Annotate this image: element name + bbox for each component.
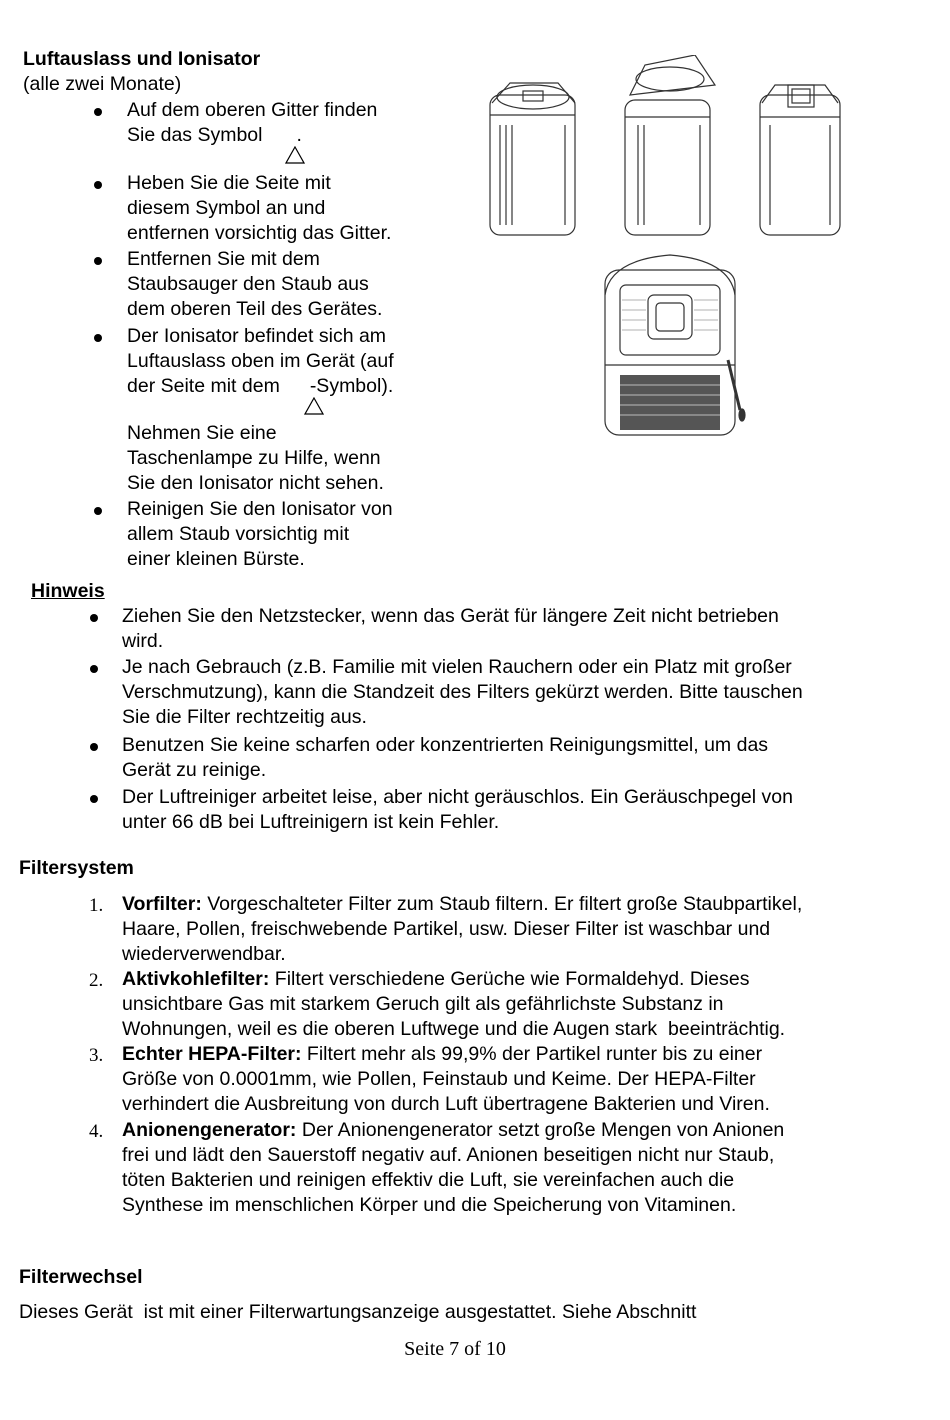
- list-item-line: [122, 1042, 770, 1067]
- list-item-line: Haare, Pollen, freischwebende Partikel, usw. Dieser Filter ist waschbar und: [122, 918, 771, 940]
- list-item-line: frei und lädt den Sauerstoff negativ auf. Anionen beseitigen nicht nur Staub,: [122, 1144, 775, 1166]
- list-item-line: Nehmen Sie eine: [127, 422, 277, 444]
- item-label: Aktivkohlefilter:: [122, 968, 270, 990]
- list-item-line: unter 66 dB bei Luftreinigern ist kein Fehler.: [122, 811, 500, 833]
- section-title-hinweis: Hinweis: [31, 580, 105, 602]
- purifier-unit-open-icon: [760, 85, 840, 235]
- list-item-text: der Seite mit dem: [127, 375, 280, 397]
- page-number: Seite 7 of 10: [404, 1338, 506, 1360]
- list-item: [127, 98, 377, 148]
- list-item-line: Reinigen Sie den Ionisator von: [127, 498, 393, 520]
- list-item-line: töten Bakterien und reinigen effektiv die Luft, sie vereinfachen auch die: [122, 1169, 735, 1191]
- list-item: [122, 785, 793, 835]
- list-item-line: einer kleinen Bürste.: [127, 548, 305, 570]
- list-number: 1.: [89, 895, 104, 916]
- list-item-text: -Symbol).: [309, 375, 394, 397]
- bullet: [90, 665, 98, 673]
- air-purifier-illustration: [470, 55, 910, 445]
- list-item-line: wird.: [122, 630, 164, 652]
- list-item-line: Größe von 0.0001mm, wie Pollen, Feinstaub und Keime. Der HEPA-Filter: [122, 1068, 756, 1090]
- item-label: Anionengenerator:: [122, 1119, 297, 1141]
- triangle-symbol-icon: [285, 146, 305, 164]
- list-item: [127, 171, 391, 246]
- brush-icon: [728, 360, 745, 421]
- section-subtitle-interval: (alle zwei Monate): [23, 73, 182, 95]
- list-item-line: allem Staub vorsichtig mit: [127, 523, 350, 545]
- list-item-line: Ziehen Sie den Netzstecker, wenn das Gerät für längere Zeit nicht betrieben: [122, 605, 779, 627]
- item-text: Filtert mehr als 99,9% der Partikel runter bis zu einer: [301, 1043, 763, 1065]
- item-text: Der Anionengenerator setzt große Mengen von Anionen: [296, 1119, 785, 1141]
- section-title-filterwechsel: Filterwechsel: [19, 1266, 143, 1288]
- list-item-line: Gerät zu reinige.: [122, 759, 267, 781]
- purifier-unit-lifting-grid-icon: [625, 55, 715, 235]
- numbered-item: [122, 892, 802, 967]
- list-item-line: Taschenlampe zu Hilfe, wenn: [127, 447, 381, 469]
- item-text: Filtert verschiedene Gerüche wie Formaldehyd. Dieses: [269, 968, 750, 990]
- list-item-line: Staubsauger den Staub aus: [127, 273, 369, 295]
- list-item-line: verhindert die Ausbreitung von durch Luft übertragene Bakterien und Viren.: [122, 1093, 770, 1115]
- list-item: [122, 655, 803, 730]
- list-item-line: [127, 123, 377, 148]
- list-item-line: Luftauslass oben im Gerät (auf: [127, 350, 394, 372]
- bullet: [94, 181, 102, 189]
- list-item-line: Heben Sie die Seite mit: [127, 172, 331, 194]
- paragraph: Dieses Gerät ist mit einer Filterwartungsanzeige ausgestattet. Siehe Abschnitt: [19, 1301, 697, 1323]
- section-title-filtersystem: Filtersystem: [19, 857, 134, 879]
- section-title-luftauslass: Luftauslass und Ionisator: [23, 48, 261, 70]
- list-item-line: Der Luftreiniger arbeitet leise, aber nicht geräuschlos. Ein Geräuschpegel von: [122, 786, 793, 808]
- list-item-line: [122, 967, 785, 992]
- list-item-line: Der Ionisator befindet sich am: [127, 325, 387, 347]
- list-item: [127, 247, 382, 322]
- item-text: Vorgeschalteter Filter zum Staub filtern. Er filtert große Staubpartikel,: [201, 893, 803, 915]
- list-item-line: [122, 892, 802, 917]
- list-number: 2.: [89, 970, 104, 991]
- bullet: [90, 743, 98, 751]
- list-item-line: diesem Symbol an und: [127, 197, 326, 219]
- bullet: [90, 614, 98, 622]
- bullet: [94, 108, 102, 116]
- list-item-line: Je nach Gebrauch (z.B. Familie mit vielen Rauchern oder ein Platz mit großer: [122, 656, 792, 678]
- list-item-line: Entfernen Sie mit dem: [127, 248, 320, 270]
- list-item-line: entfernen vorsichtig das Gitter.: [127, 222, 392, 244]
- list-item-line: Benutzen Sie keine scharfen oder konzentrierten Reinigungsmittel, um das: [122, 734, 769, 756]
- list-item-line: Sie den Ionisator nicht sehen.: [127, 472, 384, 494]
- list-item-continuation: [127, 421, 384, 496]
- list-item-text: .: [296, 124, 302, 146]
- bullet: [94, 507, 102, 515]
- list-item-line: Verschmutzung), kann die Standzeit des Filters gekürzt werden. Bitte tauschen: [122, 681, 803, 703]
- list-item-line: [127, 374, 394, 399]
- list-item-line: Auf dem oberen Gitter finden: [127, 99, 378, 121]
- list-number: 4.: [89, 1121, 104, 1142]
- bullet: [90, 795, 98, 803]
- list-item-line: unsichtbare Gas mit starkem Geruch gilt als gefährlichste Substanz in: [122, 993, 724, 1015]
- item-label: Echter HEPA-Filter:: [122, 1043, 302, 1065]
- list-item-line: Wohnungen, weil es die oberen Luftwege und die Augen stark beeinträchtig.: [122, 1018, 786, 1040]
- numbered-item: [122, 1042, 770, 1117]
- list-item: [122, 733, 768, 783]
- item-label: Vorfilter:: [122, 893, 202, 915]
- triangle-symbol-icon: [304, 397, 324, 415]
- list-item-line: Synthese im menschlichen Körper und die Speicherung von Vitaminen.: [122, 1194, 737, 1216]
- list-item-text: Sie das Symbol: [127, 124, 263, 146]
- list-item-line: wiederverwendbar.: [122, 943, 286, 965]
- list-item: [127, 324, 394, 399]
- bullet: [94, 334, 102, 342]
- purifier-unit-closed-icon: [490, 83, 575, 235]
- list-number: 3.: [89, 1045, 104, 1066]
- bullet: [94, 257, 102, 265]
- list-item: [122, 604, 779, 654]
- list-item-line: [122, 1118, 784, 1143]
- purifier-unit-top-view-icon: [605, 255, 735, 435]
- list-item-line: Sie die Filter rechtzeitig aus.: [122, 706, 367, 728]
- numbered-item: [122, 1118, 784, 1218]
- list-item-line: dem oberen Teil des Gerätes.: [127, 298, 383, 320]
- numbered-item: [122, 967, 785, 1042]
- list-item: [127, 497, 393, 572]
